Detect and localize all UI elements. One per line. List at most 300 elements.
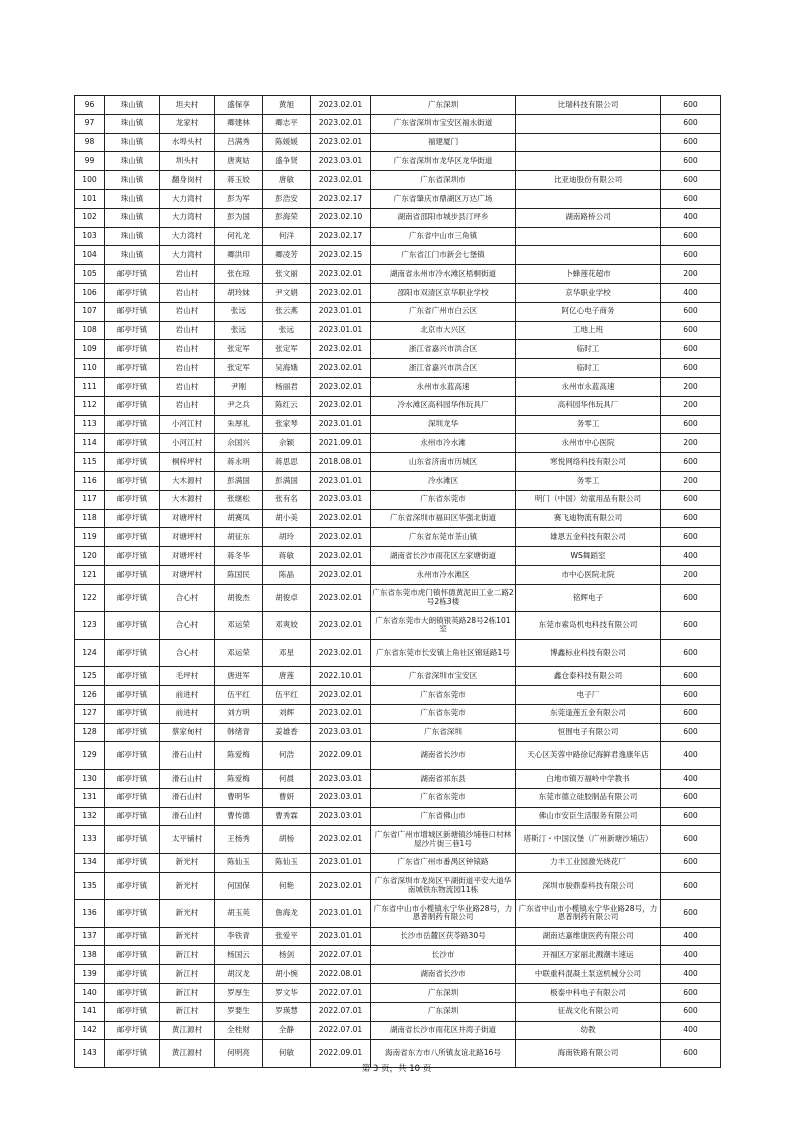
town-cell: 邮亭圩镇 <box>105 983 160 1002</box>
table-row <box>75 227 721 246</box>
date-cell: 2023.01.01 <box>311 853 371 872</box>
amount-cell: 600 <box>661 686 721 705</box>
worker-cell: 詹海龙 <box>263 900 311 928</box>
location-cell: 湖南省祁东县 <box>371 769 516 788</box>
householder-cell: 韩绪青 <box>215 723 263 742</box>
location-cell: 湖南省长沙市雨花区井湾子街道 <box>371 1021 516 1040</box>
worker-cell: 杨剑 <box>263 946 311 965</box>
worker-cell: 张云燕 <box>263 302 311 321</box>
householder-cell: 吕满秀 <box>215 133 263 152</box>
location-cell: 湖南省长沙市 <box>371 742 516 770</box>
seq-cell: 130 <box>75 769 105 788</box>
employer-cell: 赛飞迪物流有限公司 <box>516 509 661 528</box>
worker-cell: 杨丽君 <box>263 377 311 396</box>
town-cell: 邮亭圩镇 <box>105 359 160 378</box>
village-cell: 岩山村 <box>160 302 215 321</box>
town-cell: 邮亭圩镇 <box>105 742 160 770</box>
town-cell: 邮亭圩镇 <box>105 807 160 826</box>
amount-cell: 600 <box>661 788 721 807</box>
householder-cell: 佘国兴 <box>215 434 263 453</box>
village-cell: 坦夫村 <box>160 96 215 115</box>
worker-cell: 陈红云 <box>263 396 311 415</box>
householder-cell: 曹明华 <box>215 788 263 807</box>
employer-cell: 力丰工业园激光烧花厂 <box>516 853 661 872</box>
date-cell: 2023.03.01 <box>311 723 371 742</box>
seq-cell: 137 <box>75 927 105 946</box>
table-row <box>75 807 721 826</box>
town-cell: 邮亭圩镇 <box>105 453 160 472</box>
town-cell: 邮亭圩镇 <box>105 340 160 359</box>
employer-cell: 电子厂 <box>516 686 661 705</box>
employer-cell: 湖南达嘉维康医药有限公司 <box>516 927 661 946</box>
seq-cell: 101 <box>75 189 105 208</box>
amount-cell: 400 <box>661 547 721 566</box>
employer-cell: WS舞蹈室 <box>516 547 661 566</box>
seq-cell: 96 <box>75 96 105 115</box>
employer-cell: 深圳市骏鼎泰科技有限公司 <box>516 872 661 900</box>
table-row <box>75 769 721 788</box>
date-cell: 2023.02.01 <box>311 528 371 547</box>
householder-cell: 李铁青 <box>215 927 263 946</box>
date-cell: 2022.08.01 <box>311 965 371 984</box>
worker-cell: 刘辉 <box>263 704 311 723</box>
seq-cell: 113 <box>75 415 105 434</box>
village-cell: 前进村 <box>160 686 215 705</box>
employer-cell: 中联重科混凝土泵送机械分公司 <box>516 965 661 984</box>
village-cell: 对塘坪村 <box>160 528 215 547</box>
village-cell: 前进村 <box>160 704 215 723</box>
table-row <box>75 133 721 152</box>
town-cell: 邮亭圩镇 <box>105 826 160 854</box>
subsidy-table <box>74 95 721 1068</box>
seq-cell: 98 <box>75 133 105 152</box>
seq-cell: 142 <box>75 1021 105 1040</box>
table-row <box>75 396 721 415</box>
seq-cell: 102 <box>75 208 105 227</box>
table-row <box>75 1021 721 1040</box>
village-cell: 岩山村 <box>160 377 215 396</box>
employer-cell: 东莞市德立硅胶制品有限公司 <box>516 788 661 807</box>
amount-cell: 200 <box>661 471 721 490</box>
town-cell: 邮亭圩镇 <box>105 769 160 788</box>
village-cell: 小河江村 <box>160 434 215 453</box>
village-cell: 新光村 <box>160 872 215 900</box>
worker-cell: 尹文娟 <box>263 283 311 302</box>
amount-cell: 200 <box>661 265 721 284</box>
location-cell: 广东省广州市番禺区钟锿路 <box>371 853 516 872</box>
table-row <box>75 340 721 359</box>
table-row <box>75 946 721 965</box>
seq-cell: 126 <box>75 686 105 705</box>
town-cell: 邮亭圩镇 <box>105 639 160 667</box>
amount-cell: 600 <box>661 509 721 528</box>
table-row <box>75 667 721 686</box>
table-row <box>75 528 721 547</box>
householder-cell: 胡玉英 <box>215 900 263 928</box>
table-row <box>75 900 721 928</box>
seq-cell: 143 <box>75 1040 105 1068</box>
date-cell: 2023.02.01 <box>311 584 371 612</box>
location-cell: 广东省东莞市 <box>371 686 516 705</box>
date-cell: 2023.01.01 <box>311 321 371 340</box>
date-cell: 2023.02.01 <box>311 114 371 133</box>
date-cell: 2023.02.01 <box>311 565 371 584</box>
town-cell: 邮亭圩镇 <box>105 1021 160 1040</box>
householder-cell: 胡征东 <box>215 528 263 547</box>
table-row <box>75 872 721 900</box>
table-row <box>75 321 721 340</box>
seq-cell: 134 <box>75 853 105 872</box>
worker-cell: 彭浩安 <box>263 189 311 208</box>
amount-cell: 400 <box>661 208 721 227</box>
seq-cell: 127 <box>75 704 105 723</box>
table-row <box>75 704 721 723</box>
town-cell: 邮亭圩镇 <box>105 584 160 612</box>
householder-cell: 张远 <box>215 321 263 340</box>
employer-cell: 比瑞科技有限公司 <box>516 96 661 115</box>
householder-cell: 张定军 <box>215 340 263 359</box>
town-cell: 邮亭圩镇 <box>105 667 160 686</box>
location-cell: 北京市大兴区 <box>371 321 516 340</box>
table-row <box>75 826 721 854</box>
householder-cell: 蒋永明 <box>215 453 263 472</box>
amount-cell: 400 <box>661 946 721 965</box>
town-cell: 邮亭圩镇 <box>105 283 160 302</box>
worker-cell: 张爱平 <box>263 927 311 946</box>
location-cell: 广东省深圳市宝安区福永街道 <box>371 114 516 133</box>
seq-cell: 116 <box>75 471 105 490</box>
village-cell: 新光村 <box>160 853 215 872</box>
table-row <box>75 584 721 612</box>
seq-cell: 121 <box>75 565 105 584</box>
location-cell: 广东省东莞市长安镇上角社区锦延路1号 <box>371 639 516 667</box>
worker-cell: 陈晶 <box>263 565 311 584</box>
village-cell: 岩山村 <box>160 265 215 284</box>
location-cell: 广东深圳 <box>371 983 516 1002</box>
employer-cell <box>516 133 661 152</box>
table-row <box>75 453 721 472</box>
town-cell: 邮亭圩镇 <box>105 686 160 705</box>
amount-cell: 600 <box>661 227 721 246</box>
amount-cell: 600 <box>661 189 721 208</box>
employer-cell: 开福区万家丽北溅潮丰速运 <box>516 946 661 965</box>
table-row <box>75 612 721 640</box>
village-cell: 新光村 <box>160 927 215 946</box>
date-cell: 2021.09.01 <box>311 434 371 453</box>
location-cell: 广东省东莞市大朗镇银英路28号2栋101室 <box>371 612 516 640</box>
worker-cell: 罗文华 <box>263 983 311 1002</box>
seq-cell: 107 <box>75 302 105 321</box>
seq-cell: 124 <box>75 639 105 667</box>
location-cell: 邵阳市双清区京华职业学校 <box>371 283 516 302</box>
location-cell: 广东省东莞市 <box>371 788 516 807</box>
village-cell: 滑石山村 <box>160 769 215 788</box>
householder-cell: 何礼龙 <box>215 227 263 246</box>
seq-cell: 138 <box>75 946 105 965</box>
village-cell: 对塘坪村 <box>160 547 215 566</box>
employer-cell: 博鑫标业科技有限公司 <box>516 639 661 667</box>
date-cell: 2023.02.01 <box>311 547 371 566</box>
date-cell: 2023.02.17 <box>311 189 371 208</box>
worker-cell: 彭满国 <box>263 471 311 490</box>
employer-cell: 永州市永蓝高速 <box>516 377 661 396</box>
householder-cell: 蒋玉姣 <box>215 171 263 190</box>
householder-cell: 蒋冬华 <box>215 547 263 566</box>
village-cell: 大力湾村 <box>160 208 215 227</box>
date-cell: 2023.02.01 <box>311 359 371 378</box>
location-cell: 广东省深圳市 <box>371 171 516 190</box>
location-cell: 永州市冷水滩区 <box>371 565 516 584</box>
date-cell: 2023.02.17 <box>311 227 371 246</box>
worker-cell: 胡小美 <box>263 509 311 528</box>
location-cell: 冷水滩区高科园华伟玩具厂 <box>371 396 516 415</box>
location-cell: 广东省深圳市龙岗区平湖街道平安大道华南城铁东物流园11栋 <box>371 872 516 900</box>
location-cell: 永州市永蓝高速 <box>371 377 516 396</box>
date-cell: 2022.09.01 <box>311 1040 371 1068</box>
householder-cell: 胡玲妹 <box>215 283 263 302</box>
employer-cell: 征战文化有限公司 <box>516 1002 661 1021</box>
householder-cell: 张继松 <box>215 490 263 509</box>
seq-cell: 106 <box>75 283 105 302</box>
date-cell: 2022.07.01 <box>311 946 371 965</box>
householder-cell: 彭满国 <box>215 471 263 490</box>
householder-cell: 邓运荣 <box>215 612 263 640</box>
location-cell: 长沙市岳麓区茯苓路30号 <box>371 927 516 946</box>
date-cell: 2023.03.01 <box>311 788 371 807</box>
town-cell: 珠山镇 <box>105 246 160 265</box>
town-cell: 珠山镇 <box>105 189 160 208</box>
date-cell: 2022.09.01 <box>311 742 371 770</box>
seq-cell: 117 <box>75 490 105 509</box>
worker-cell: 张家琴 <box>263 415 311 434</box>
village-cell: 合心村 <box>160 584 215 612</box>
table-row <box>75 853 721 872</box>
amount-cell: 600 <box>661 359 721 378</box>
date-cell: 2023.02.01 <box>311 686 371 705</box>
seq-cell: 99 <box>75 152 105 171</box>
worker-cell: 罗瑛慧 <box>263 1002 311 1021</box>
householder-cell: 彭为军 <box>215 189 263 208</box>
seq-cell: 103 <box>75 227 105 246</box>
date-cell: 2023.02.15 <box>311 246 371 265</box>
employer-cell: 恒围电子有限公司 <box>516 723 661 742</box>
town-cell: 珠山镇 <box>105 152 160 171</box>
employer-cell: 务零工 <box>516 471 661 490</box>
employer-cell: 高科园华伟玩具厂 <box>516 396 661 415</box>
worker-cell: 何洋 <box>263 227 311 246</box>
table-row <box>75 171 721 190</box>
householder-cell: 卿洪印 <box>215 246 263 265</box>
town-cell: 珠山镇 <box>105 171 160 190</box>
amount-cell: 400 <box>661 769 721 788</box>
worker-cell: 吴海娥 <box>263 359 311 378</box>
date-cell: 2023.02.01 <box>311 96 371 115</box>
table-row <box>75 359 721 378</box>
amount-cell: 600 <box>661 900 721 928</box>
village-cell: 滑石山村 <box>160 742 215 770</box>
employer-cell: 海南铁路有限公司 <box>516 1040 661 1068</box>
householder-cell: 尹之兵 <box>215 396 263 415</box>
householder-cell: 朱厚礼 <box>215 415 263 434</box>
town-cell: 邮亭圩镇 <box>105 946 160 965</box>
householder-cell: 胡俊杰 <box>215 584 263 612</box>
amount-cell: 600 <box>661 639 721 667</box>
worker-cell: 胡玲 <box>263 528 311 547</box>
employer-cell: 市中心医院北院 <box>516 565 661 584</box>
householder-cell: 全桂财 <box>215 1021 263 1040</box>
village-cell: 对塘坪村 <box>160 509 215 528</box>
table-row <box>75 208 721 227</box>
date-cell: 2023.02.01 <box>311 133 371 152</box>
table-row <box>75 283 721 302</box>
worker-cell: 蒋敏 <box>263 547 311 566</box>
employer-cell: 务零工 <box>516 415 661 434</box>
date-cell: 2023.01.01 <box>311 927 371 946</box>
village-cell: 大力湾村 <box>160 189 215 208</box>
amount-cell: 200 <box>661 434 721 453</box>
employer-cell <box>516 152 661 171</box>
table-row <box>75 490 721 509</box>
seq-cell: 100 <box>75 171 105 190</box>
seq-cell: 139 <box>75 965 105 984</box>
village-cell: 水埠头村 <box>160 133 215 152</box>
village-cell: 合心村 <box>160 639 215 667</box>
date-cell: 2023.03.01 <box>311 807 371 826</box>
location-cell: 浙江省嘉兴市洪合区 <box>371 359 516 378</box>
worker-cell: 盛争贤 <box>263 152 311 171</box>
date-cell: 2022.07.01 <box>311 1002 371 1021</box>
village-cell: 岩山村 <box>160 396 215 415</box>
amount-cell: 400 <box>661 283 721 302</box>
worker-cell: 何敏 <box>263 1040 311 1068</box>
amount-cell: 600 <box>661 321 721 340</box>
table-row <box>75 246 721 265</box>
seq-cell: 133 <box>75 826 105 854</box>
date-cell: 2023.01.01 <box>311 415 371 434</box>
employer-cell: 广东省中山市小榄镇永宁华业路28号，力恩普制药有限公司 <box>516 900 661 928</box>
amount-cell: 600 <box>661 171 721 190</box>
householder-cell: 王杨秀 <box>215 826 263 854</box>
householder-cell: 盛保享 <box>215 96 263 115</box>
amount-cell: 600 <box>661 1002 721 1021</box>
date-cell: 2023.02.01 <box>311 283 371 302</box>
employer-cell: 雄恩五金科技有限公司 <box>516 528 661 547</box>
seq-cell: 114 <box>75 434 105 453</box>
worker-cell: 彭海荣 <box>263 208 311 227</box>
householder-cell: 胡赛凤 <box>215 509 263 528</box>
employer-cell: 佛山市安臣生活服务有限公司 <box>516 807 661 826</box>
worker-cell: 陈媛媛 <box>263 133 311 152</box>
page-footer: 第 3 页，共 10 页 <box>361 1064 432 1074</box>
location-cell: 海南省东方市八所镇友谊北路16号 <box>371 1040 516 1068</box>
table-row <box>75 788 721 807</box>
date-cell: 2023.02.01 <box>311 509 371 528</box>
householder-cell: 陈爱梅 <box>215 742 263 770</box>
householder-cell: 陈仙玉 <box>215 853 263 872</box>
seq-cell: 136 <box>75 900 105 928</box>
date-cell: 2023.02.01 <box>311 872 371 900</box>
town-cell: 邮亭圩镇 <box>105 612 160 640</box>
table-row <box>75 686 721 705</box>
employer-cell <box>516 246 661 265</box>
employer-cell: 比亚迪股份有限公司 <box>516 171 661 190</box>
location-cell: 广东省深圳 <box>371 723 516 742</box>
seq-cell: 112 <box>75 396 105 415</box>
seq-cell: 122 <box>75 584 105 612</box>
location-cell: 湖南省长沙市 <box>371 965 516 984</box>
date-cell: 2023.02.01 <box>311 171 371 190</box>
table-row <box>75 547 721 566</box>
worker-cell: 黄旭 <box>263 96 311 115</box>
amount-cell: 600 <box>661 872 721 900</box>
employer-cell <box>516 227 661 246</box>
householder-cell: 何国保 <box>215 872 263 900</box>
seq-cell: 115 <box>75 453 105 472</box>
employer-cell: 京华职业学校 <box>516 283 661 302</box>
amount-cell: 600 <box>661 114 721 133</box>
table-row <box>75 927 721 946</box>
employer-cell: 临时工 <box>516 359 661 378</box>
worker-cell: 邓爽姣 <box>263 612 311 640</box>
employer-cell <box>516 114 661 133</box>
location-cell: 广东省东莞市 <box>371 704 516 723</box>
town-cell: 珠山镇 <box>105 227 160 246</box>
town-cell: 邮亭圩镇 <box>105 377 160 396</box>
householder-cell: 罗厚生 <box>215 983 263 1002</box>
householder-cell: 张定军 <box>215 359 263 378</box>
worker-cell: 何艳 <box>263 872 311 900</box>
village-cell: 黄江源村 <box>160 1040 215 1068</box>
village-cell: 翻身岗村 <box>160 171 215 190</box>
village-cell: 新光村 <box>160 900 215 928</box>
householder-cell: 卿建林 <box>215 114 263 133</box>
town-cell: 邮亭圩镇 <box>105 1040 160 1068</box>
amount-cell: 600 <box>661 96 721 115</box>
householder-cell: 尹刚 <box>215 377 263 396</box>
date-cell: 2023.03.01 <box>311 769 371 788</box>
householder-cell: 彭为国 <box>215 208 263 227</box>
householder-cell: 唐进军 <box>215 667 263 686</box>
employer-cell: 湖南路桥公司 <box>516 208 661 227</box>
amount-cell: 200 <box>661 565 721 584</box>
worker-cell: 卿志平 <box>263 114 311 133</box>
householder-cell: 胡汉龙 <box>215 965 263 984</box>
town-cell: 珠山镇 <box>105 208 160 227</box>
worker-cell: 卿凌芳 <box>263 246 311 265</box>
village-cell: 桐梓坪村 <box>160 453 215 472</box>
village-cell: 大木源村 <box>160 471 215 490</box>
location-cell: 浙江省嘉兴市洪合区 <box>371 340 516 359</box>
town-cell: 邮亭圩镇 <box>105 547 160 566</box>
amount-cell: 600 <box>661 133 721 152</box>
employer-cell: 东莞逢莲五金有限公司 <box>516 704 661 723</box>
village-cell: 毛坪村 <box>160 667 215 686</box>
table-body <box>75 96 721 1068</box>
village-cell: 新江村 <box>160 965 215 984</box>
location-cell: 广东省深圳市福田区华强北街道 <box>371 509 516 528</box>
amount-cell: 600 <box>661 826 721 854</box>
village-cell: 小河江村 <box>160 415 215 434</box>
amount-cell: 400 <box>661 965 721 984</box>
employer-cell: 铭辉电子 <box>516 584 661 612</box>
town-cell: 邮亭圩镇 <box>105 965 160 984</box>
town-cell: 邮亭圩镇 <box>105 321 160 340</box>
employer-cell: 永州市中心医院 <box>516 434 661 453</box>
employer-cell: 临时工 <box>516 340 661 359</box>
amount-cell: 600 <box>661 246 721 265</box>
location-cell: 广东省东莞市茶山镇 <box>371 528 516 547</box>
worker-cell: 伍平红 <box>263 686 311 705</box>
